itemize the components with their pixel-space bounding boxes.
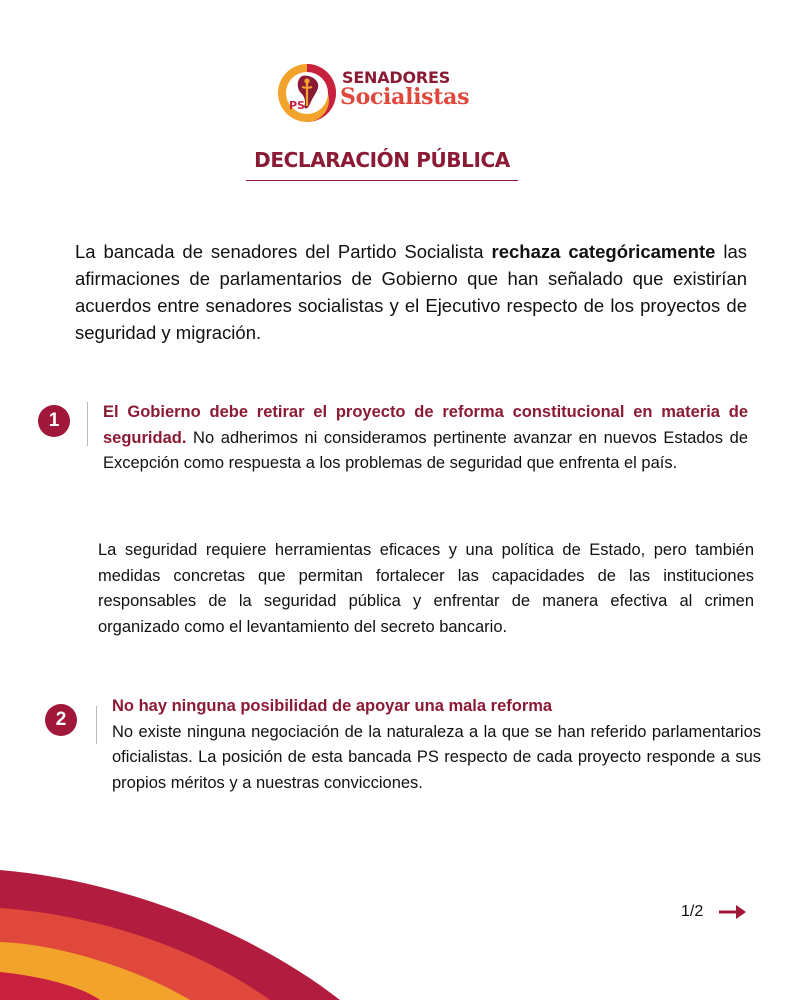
intro-text-after: las afirmaciones de parlamentarios de Gobierno que han señalado que existirían acuerdos entre senadores socialistas y el Ejecutivo respecto de los proyectos de seguridad y migración.: [75, 241, 747, 343]
logo-line-2: Socialistas: [340, 84, 470, 110]
logo: [276, 62, 496, 124]
logo-line-1: SENADORES: [342, 68, 451, 87]
arrow-right-icon[interactable]: [718, 903, 748, 921]
point-2-divider: [96, 706, 97, 744]
logo-badge: PS: [289, 99, 305, 112]
intro-emphasis: rechaza categóricamente: [491, 241, 716, 262]
intro-text-before: La bancada de senadores del Partido Socialista: [75, 241, 492, 262]
page-title: DECLARACIÓN PÚBLICA: [254, 148, 510, 172]
point-2-body: No existe ninguna negociación de la naturaleza a la que se han referido parlamentarios oficialistas. La posición de esta bancada PS respecto de cada proyecto responde a sus propios méritos y a nuestras convicciones.: [112, 722, 761, 792]
point-2-badge: 2: [45, 704, 77, 736]
senadores-socialistas-logo-icon: [276, 62, 338, 124]
point-1-badge: 1: [38, 405, 70, 437]
security-paragraph: La seguridad requiere herramientas eficaces y una política de Estado, pero también medidas concretas que permitan fortalecer las capacidades de las instituciones responsables de la seguridad pública y enfrentar de manera efectiva al crimen organizado como el levantamiento del secreto bancario.: [98, 541, 754, 636]
intro-paragraph: [75, 238, 747, 346]
title-underline: [246, 180, 518, 181]
point-1-paragraph: [103, 400, 748, 477]
point-2-heading: No hay ninguna posibilidad de apoyar una mala reforma: [112, 697, 553, 715]
point-2-paragraph: [112, 694, 761, 796]
point-1-divider: [87, 402, 88, 446]
point-1-heading: El Gobierno debe retirar el proyecto de reforma constitucional en materia de seguridad.: [103, 403, 748, 447]
decorative-arcs: [0, 860, 400, 1000]
page-number: 1/2: [681, 903, 704, 920]
point-1-body: No adherimos ni consideramos pertinente avanzar en nuevos Estados de Excepción como respuesta a los problemas de seguridad que enfrenta el país.: [103, 428, 748, 472]
